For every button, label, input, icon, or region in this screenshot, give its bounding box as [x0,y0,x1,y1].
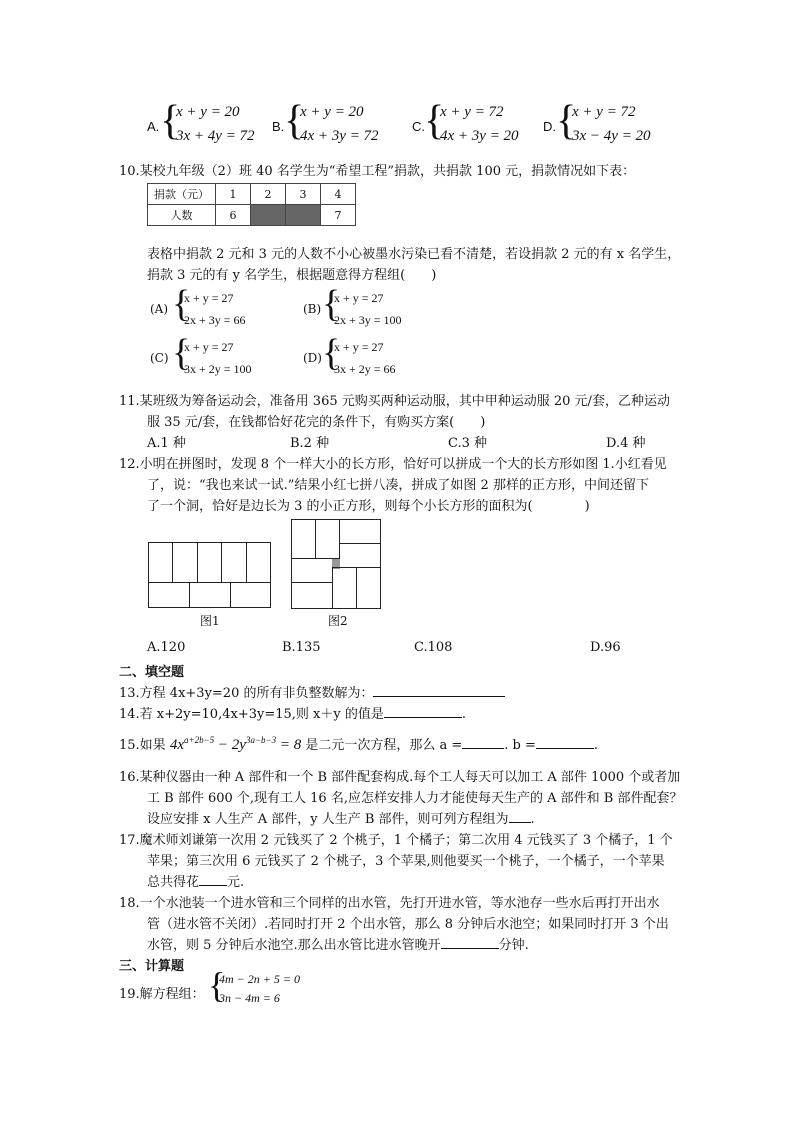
q10-option-c-label: (C) [150,351,169,365]
brace: { [172,283,191,325]
brace: { [284,98,305,144]
table-cell: 1 [216,184,251,205]
q10-a-eq2: 2x + 3y = 66 [184,313,246,327]
q12-line2: 了，说：“我也来试一试.”结果小红七拼八凑，拼成了如图 2 那样的正方形，中间还留下 [147,478,649,493]
q9-option-a-label: A. [147,119,160,134]
section-title-fill-in: 二、填空题 [119,665,185,680]
q9-a-eq2: 3x + 4y = 72 [176,128,255,144]
q17-line3 [147,871,244,890]
q15 [119,734,598,754]
q18-line3-text: 水管，则 5 分钟后水池空.那么出水管比进水管晚开 [147,938,441,953]
piece [356,567,381,609]
piece [291,558,333,583]
q10-b-eq2: 2x + 3y = 100 [334,313,402,327]
answer-blank[interactable] [509,810,531,823]
q18-line3-end: 分钟. [498,938,529,953]
q11-option-c: C.3 种 [448,436,488,451]
q10-d-eq2: 3x + 2y = 66 [334,362,396,376]
q12-option-b: B.135 [282,640,321,655]
brace: { [322,332,341,374]
q19-prefix: 19.解方程组： [119,987,205,1002]
table-cell: 4 [321,184,356,205]
q17-line3-end: 元. [227,875,245,890]
q16-line3-text: 设应安排 x 人生产 A 部件，y 人生产 B 部件，则可列方程组为 [147,812,509,827]
q17-line3-text: 总共得花 [147,875,200,890]
brace: { [160,98,181,144]
q10-option-b-label: (B) [303,302,322,316]
divider [246,542,247,582]
q12-line3: 了一个洞，恰好是边长为 3 的小正方形，则每个小长方形的面积为( ) [147,499,590,514]
fig2-caption: 图2 [328,614,348,628]
q10-b-eq1: x + y = 27 [334,291,384,305]
table-row [148,184,356,205]
table-row [148,205,356,226]
q10-option-a-label: (A) [150,302,169,316]
fig1-caption: 图1 [200,614,220,628]
q9-c-eq1: x + y = 72 [440,104,504,120]
q9-option-d-label: D. [543,119,556,134]
q9-d-eq2: 3x − 4y = 20 [572,128,651,144]
q12-line1: 12.小明在拼图时，发现 8 个一样大小的长方形，恰好可以拼成一个大的长方形如图 1.小红看见 [119,457,667,472]
answer-blank-b[interactable] [536,736,594,749]
q14: 14.若 x+2y=10,4x+3y=15,则 x＋y 的值是 . [119,707,466,722]
table-cell: 2 [251,184,286,205]
q10-d-eq1: x + y = 27 [334,340,384,354]
q16-line2: 工 B 部件 600 个,现有工人 16 名,应怎样安排人力才能使每天生产的 A 部件和 B 部件配套？ [147,791,683,806]
q12-option-c: C.108 [414,640,453,655]
answer-blank[interactable] [199,873,227,886]
q9-d-eq1: x + y = 72 [572,104,636,120]
answer-blank[interactable] [441,936,499,949]
section-title-calculation: 三、计算题 [119,959,185,974]
fig1-outline [148,542,271,608]
q15-mid: 是二元一次方程，那么 a = [305,738,463,753]
q10-line2: 表格中捐款 2 元和 3 元的人数不小心被墨水污染已看不清楚，若设捐款 2 元的有 x 名学生， [147,247,681,262]
piece [291,519,316,559]
q16-line3: 设应安排 x 人生产 A 部件，y 人生产 B 部件，则可列方程组为 . [147,812,535,827]
brace: { [424,98,445,144]
ink-stained-cell [286,205,321,226]
brace: { [322,283,341,325]
q18-line1: 18.一个水池装一个进水管和三个同样的出水管，先打开进水管，等水池存一些水后再打开出水 [119,896,660,911]
q10-stem: 10.某校九年级（2）班 40 名学生为“希望工程”捐款，共捐款 100 元，捐款情况如下表： [119,164,636,179]
q13 [119,682,505,701]
divider [230,582,231,608]
piece [291,582,333,609]
q19-eq1: 4m − 2n + 5 = 0 [219,972,300,986]
q19-eq2: 3n − 4m = 6 [219,991,280,1005]
q15-formula: $4x^{a+2b-5} - 2y^{3a-b-3} = 8$ [169,735,302,753]
q15-b: . b = [504,738,536,753]
q11-option-d: D.4 种 [606,436,646,451]
divider [172,542,173,582]
q11-line1: 11.某班级为筹备运动会，准备用 365 元购买两种运动服，其中甲种运动服 20 元/套，乙种运动 [119,394,670,409]
q17-line1: 17.魔术师刘谦第一次用 2 元钱买了 2 个桃子，1 个橘子；第二次用 4 元钱买了 3 个橘子，1 个 [119,833,673,848]
q10-option-d-label: (D) [303,351,322,365]
brace: { [556,98,577,144]
q10-line3: 捐款 3 元的有 y 名学生，根据题意得方程组( ) [147,268,437,283]
divider [221,542,222,582]
q11-option-a: A.1 种 [147,436,186,451]
answer-blank[interactable] [384,705,462,718]
table-cell: 人数 [148,205,216,226]
table-cell: 6 [216,205,251,226]
piece [332,567,357,609]
q11-line2: 服 35 元/套，在钱都恰好花完的条件下，有购买方案( ) [147,415,486,430]
piece [339,543,381,568]
q9-a-eq1: x + y = 20 [176,104,240,120]
q17-line2: 苹果；第三次用 6 元钱买了 2 个桃子，3 个苹果,则他要买一个桃子，一个橘子，一个苹果 [147,854,665,869]
divider [189,582,190,608]
q13-text: 13.方程 4x+3y=20 的所有非负整数解为： [119,686,374,701]
donation-table [147,183,356,226]
brace: { [208,965,226,1005]
q10-a-eq1: x + y = 27 [184,291,234,305]
q10-c-eq1: x + y = 27 [184,340,234,354]
q18-line3 [147,934,529,953]
table-cell: 7 [321,205,356,226]
q14-text: 14.若 x+2y=10,4x+3y=15,则 x＋y 的值是 [119,707,384,722]
q9-c-eq2: 4x + 3y = 20 [440,128,519,144]
q15-end: . [593,738,599,753]
divider [148,582,271,583]
divider [197,542,198,582]
answer-blank-a[interactable] [462,736,504,749]
q9-b-eq1: x + y = 20 [300,104,364,120]
table-cell: 捐款（元） [148,184,216,205]
q12-option-d: D.96 [590,640,621,655]
q16-line1: 16.某种仪器由一种 A 部件和一个 B 部件配套构成.每个工人每天可以加工 A 部件 1000 个或者加 [119,770,681,785]
q12-option-a: A.120 [147,640,186,655]
answer-blank[interactable] [373,684,505,697]
q10-c-eq2: 3x + 2y = 100 [184,362,252,376]
piece [315,519,340,559]
q9-b-eq2: 4x + 3y = 72 [300,128,379,144]
table-cell: 3 [286,184,321,205]
q9-option-c-label: C. [412,119,425,134]
q18-line2: 管（进水管不关闭）.若同时打开 2 个出水管，那么 8 分钟后水池空；如果同时打开 3 个出 [147,917,669,932]
q15-prefix: 15.如果 [119,738,166,753]
piece [339,519,381,544]
ink-stained-cell [251,205,286,226]
q11-option-b: B.2 种 [290,436,330,451]
brace: { [172,332,191,374]
q9-option-b-label: B. [272,119,285,134]
